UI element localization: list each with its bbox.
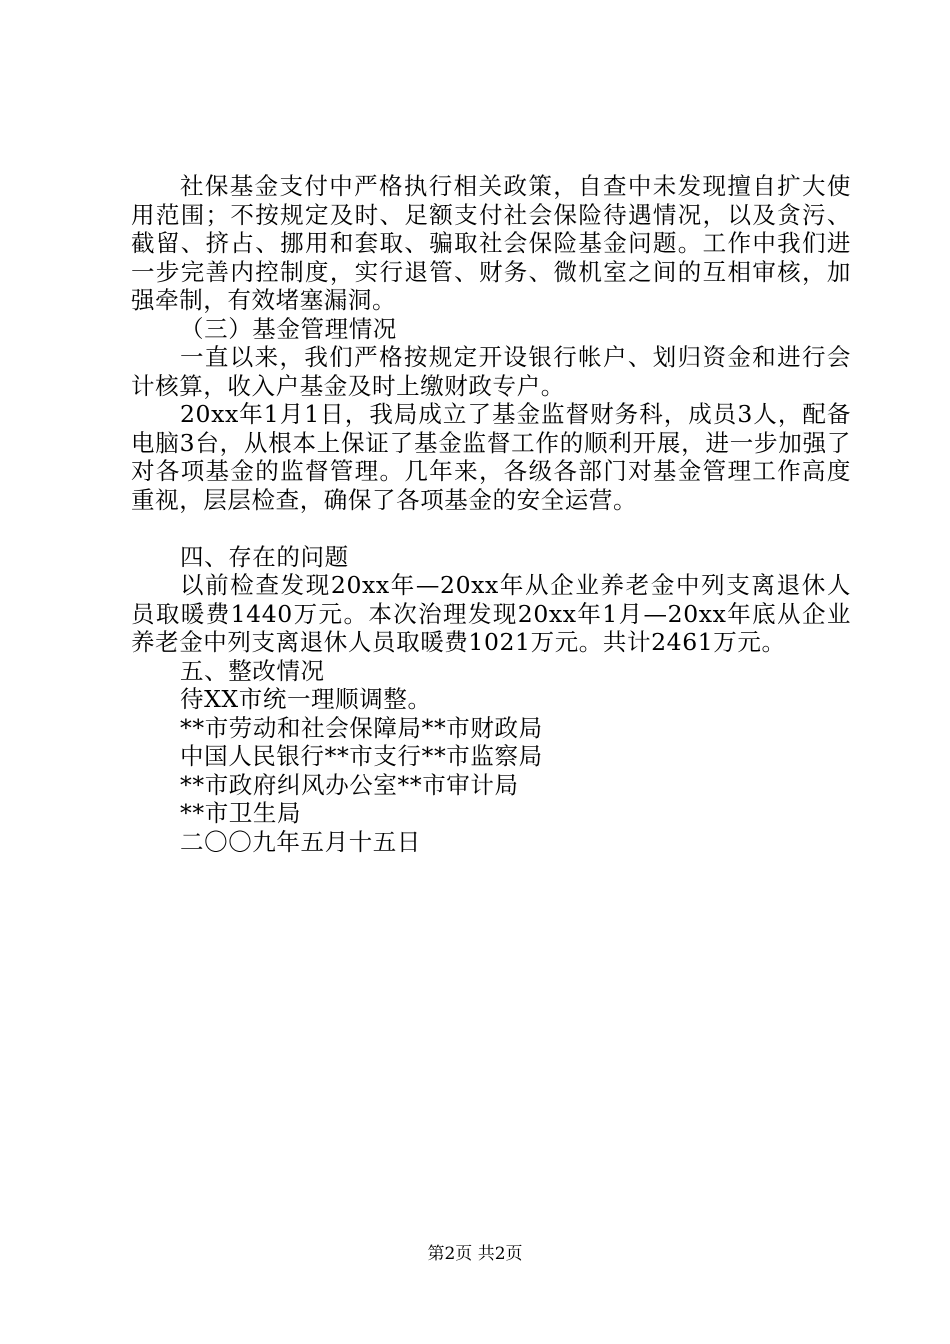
signatory-line: **市政府纠风办公室**市审计局 [180,770,519,799]
paragraph-supervision-office: 20xx年1月1日，我局成立了基金监督财务科，成员3人，配备电脑3台，从根本上保证了基金监督工作的顺利开展，进一步加强了对各项基金的监督管理。几年来，各级各部门对基金管理工作高度重视，层层检查，确保了各项基金的安全运营。 [131,400,851,514]
section-heading-fund-management: （三）基金管理情况 [180,314,397,343]
document-body [131,172,851,856]
section-heading-problems: 四、存在的问题 [180,542,349,571]
signatory-line: **市卫生局 [180,799,302,827]
section-heading-rectification: 五、整改情况 [180,656,325,685]
paragraph-rectification: 待XX市统一理顺调整。 [180,685,432,713]
paragraph-bank-accounts: 一直以来，我们严格按规定开设银行帐户、划归资金和进行会计核算，收入户基金及时上缴财政专户。 [131,343,851,400]
document-date: 二〇〇九年五月十五日 [180,827,421,856]
page-number-footer: 第2页 共2页 [427,1244,523,1264]
paragraph-fund-payment: 社保基金支付中严格执行相关政策，自查中未发现擅自扩大使用范围；不按规定及时、足额支付社会保险待遇情况，以及贪污、截留、挤占、挪用和套取、骗取社会保险基金问题。工作中我们进一步完善内控制度，实行退管、财务、微机室之间的互相审核，加强牵制，有效堵塞漏洞。 [131,172,851,314]
paragraph-heating-fees: 以前检查发现20xx年—20xx年从企业养老金中列支离退休人员取暖费1440万元。本次治理发现20xx年1月—20xx年底从企业养老金中列支离退休人员取暖费1021万元。共计2461万元。 [131,571,851,656]
signatory-line: **市劳动和社会保障局**市财政局 [180,713,543,742]
signatory-line: 中国人民银行**市支行**市监察局 [180,742,543,770]
blank-line [131,514,851,543]
